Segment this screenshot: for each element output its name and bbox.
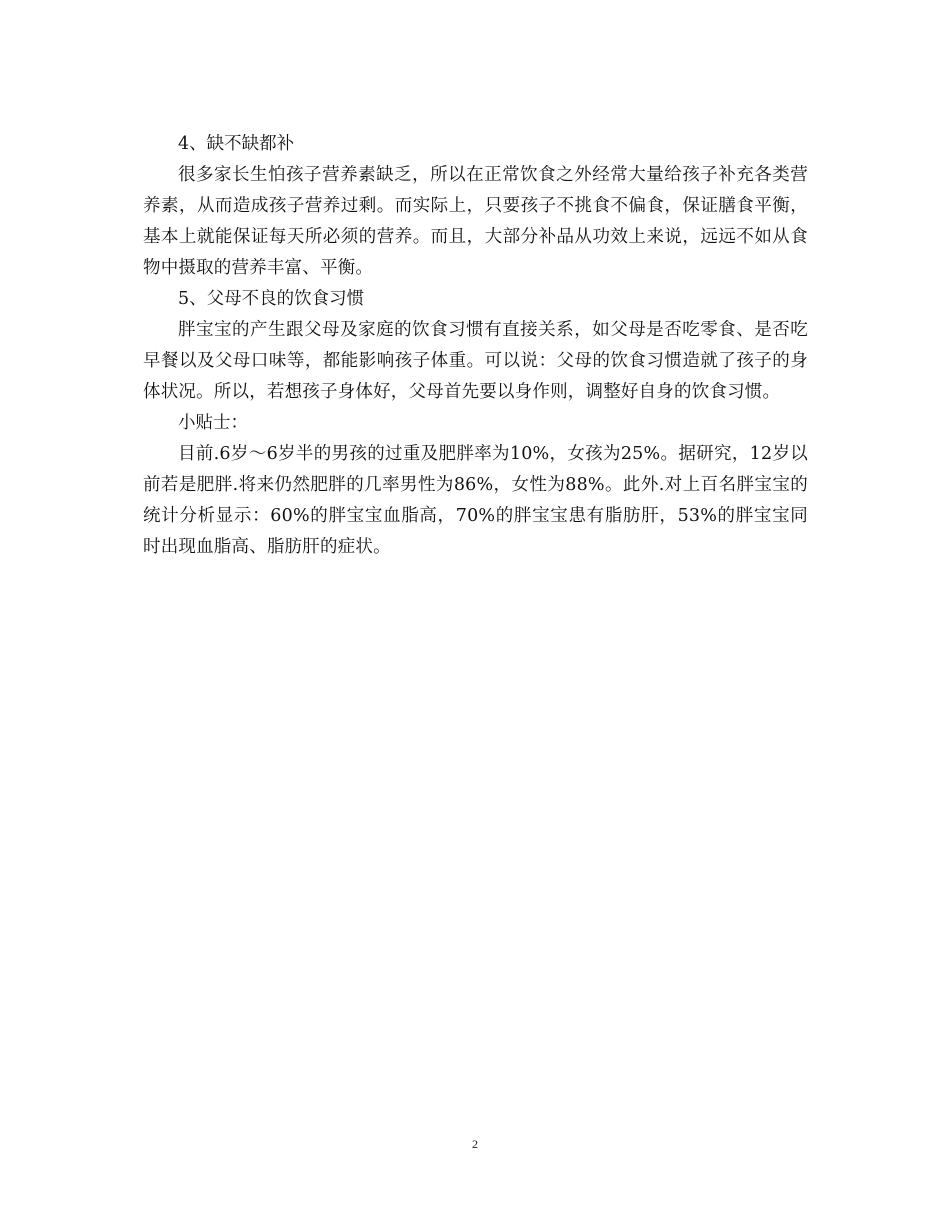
section-paragraph-5: 胖宝宝的产生跟父母及家庭的饮食习惯有直接关系，如父母是否吃零食、是否吃早餐以及父母口味等，都能影响孩子体重。可以说：父母的饮食习惯造就了孩子的身体状况。所以，若想孩子身体好，父母首先要以身作则，调整好自身的饮食习惯。 [143,320,808,402]
tips-heading: 小贴士： [178,413,248,433]
section-paragraph-4: 很多家长生怕孩子营养素缺乏，所以在正常饮食之外经常大量给孩子补充各类营养素，从而造成孩子营养过剩。而实际上，只要孩子不挑食不偏食，保证膳食平衡，基本上就能保证每天所必须的营养。而且，大部分补品从功效上来说，远远不如从食物中摄取的营养丰富、平衡。 [143,165,808,278]
document-body [143,129,808,563]
section-heading-4: 4、缺不缺都补 [178,134,295,154]
page-number: 2 [472,1137,478,1151]
section-heading-5: 5、父母不良的饮食习惯 [178,289,365,309]
tips-paragraph: 目前.6岁～6岁半的男孩的过重及肥胖率为10%，女孩为25%。据研究，12岁以前若是肥胖.将来仍然肥胖的几率男性为86%，女性为88%。此外.对上百名胖宝宝的统计分析显示：60%的胖宝宝血脂高，70%的胖宝宝患有脂肪肝，53%的胖宝宝同时出现血脂高、脂肪肝的症状。 [143,444,808,557]
